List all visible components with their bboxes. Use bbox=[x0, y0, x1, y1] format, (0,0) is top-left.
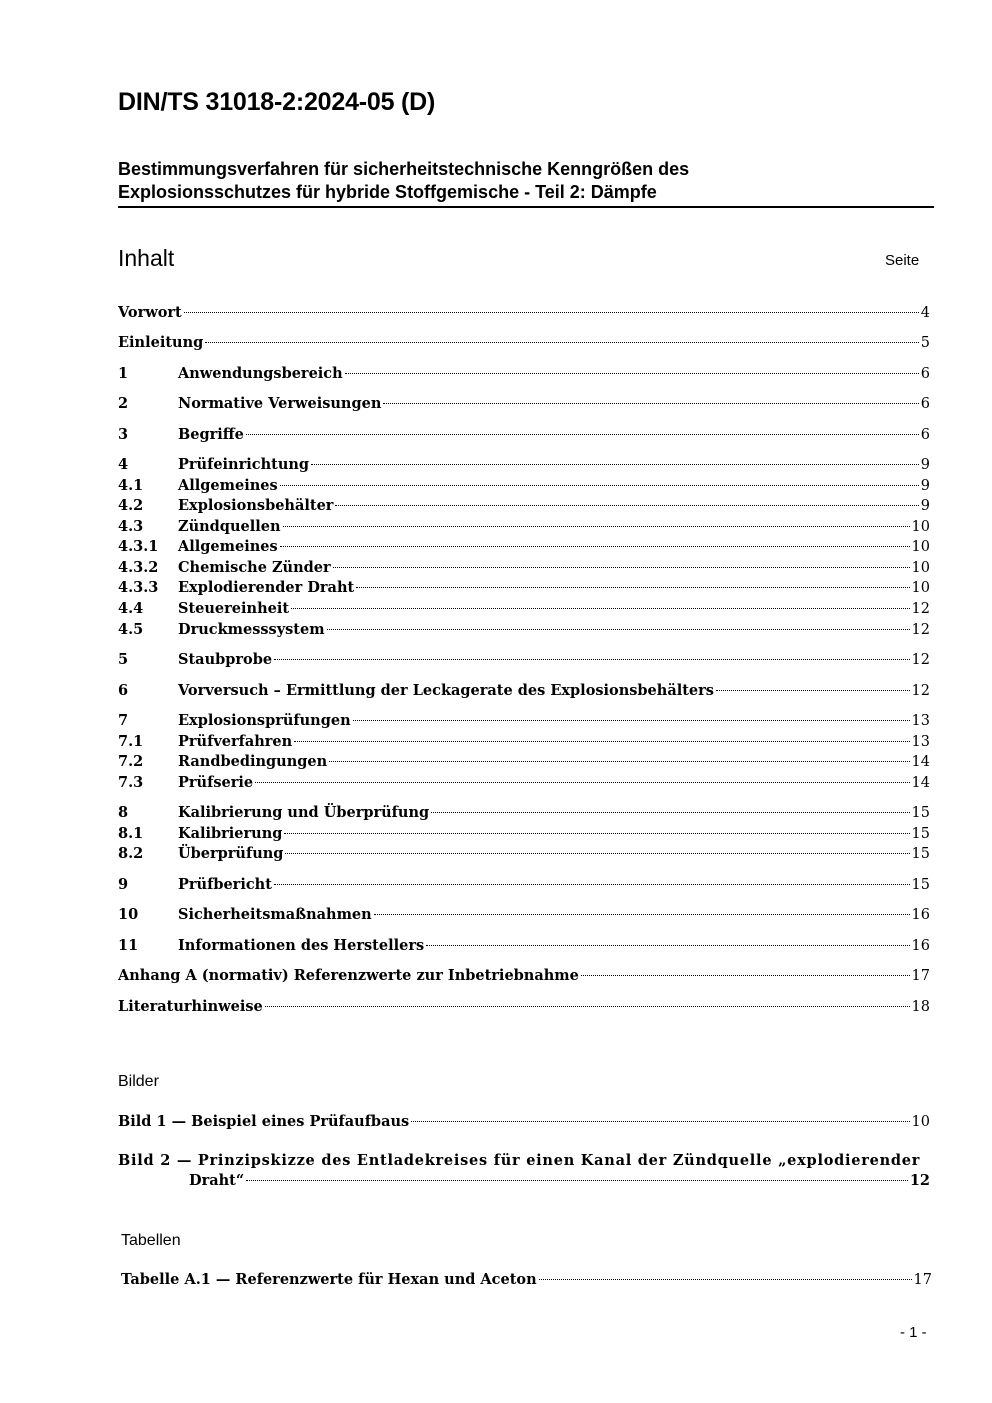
toc-row bbox=[118, 772, 930, 794]
toc-row bbox=[118, 965, 930, 987]
toc-entry-page: 10 bbox=[911, 539, 930, 555]
figure-list bbox=[118, 1111, 930, 1133]
toc-entry-number: 4.1 bbox=[118, 477, 144, 494]
leader-dots bbox=[246, 1180, 908, 1181]
leader-dots bbox=[280, 485, 919, 486]
leader-dots bbox=[294, 741, 909, 742]
toc-entry-title: Einleitung bbox=[118, 334, 204, 351]
toc-entry-number: 4.2 bbox=[118, 497, 144, 514]
toc-entry-page: 15 bbox=[911, 805, 930, 821]
toc-entry-title: Prüfeinrichtung bbox=[178, 456, 310, 473]
toc-entry-title: Staubprobe bbox=[178, 651, 273, 668]
toc-entry-number: 8.2 bbox=[118, 845, 144, 862]
toc-entry[interactable] bbox=[118, 843, 930, 865]
toc-entry-page: 4 bbox=[920, 305, 930, 321]
toc-row bbox=[118, 710, 930, 732]
leader-dots bbox=[356, 587, 909, 588]
toc-entry-title: Überprüfung bbox=[178, 845, 284, 862]
leader-dots bbox=[335, 505, 918, 506]
toc-row bbox=[118, 802, 930, 824]
toc-entry-page: 18 bbox=[911, 999, 930, 1015]
figure-entry-2[interactable] bbox=[118, 1152, 930, 1189]
toc-entry-number: 3 bbox=[118, 426, 129, 443]
toc-entry-title: Vorwort bbox=[118, 304, 182, 321]
toc-entry-page: 9 bbox=[920, 498, 930, 514]
toc-entry-number: 4.5 bbox=[118, 621, 144, 638]
toc-entry-number: 4 bbox=[118, 456, 129, 473]
toc-entry[interactable] bbox=[118, 302, 930, 324]
leader-dots bbox=[411, 1121, 909, 1122]
toc-entry-page: 13 bbox=[911, 734, 930, 750]
toc-entry[interactable] bbox=[118, 802, 930, 824]
toc-entry[interactable] bbox=[118, 649, 930, 671]
toc-entry-number: 4.3 bbox=[118, 518, 144, 535]
toc-entry[interactable] bbox=[118, 495, 930, 517]
toc-entry[interactable] bbox=[118, 557, 930, 579]
toc-entry-number: 8 bbox=[118, 804, 129, 821]
toc-entry-number: 11 bbox=[118, 937, 139, 954]
toc-entry[interactable] bbox=[118, 332, 930, 354]
toc-heading: Inhalt bbox=[118, 245, 175, 271]
toc-entry-title: Steuereinheit bbox=[178, 600, 290, 617]
toc-entry-page: 6 bbox=[920, 427, 930, 443]
toc-entry-number: 7.3 bbox=[118, 774, 144, 791]
leader-dots bbox=[265, 1006, 910, 1007]
toc-entry[interactable] bbox=[118, 363, 930, 385]
figure-2-line-2 bbox=[118, 1172, 930, 1189]
toc-row bbox=[118, 454, 930, 476]
figure-2-page: 12 bbox=[909, 1172, 930, 1189]
toc-row bbox=[118, 680, 930, 702]
leader-dots bbox=[539, 1279, 912, 1280]
toc-entry[interactable] bbox=[118, 475, 930, 497]
toc-entry-page: 15 bbox=[911, 846, 930, 862]
toc-entry[interactable] bbox=[118, 424, 930, 446]
page-number: - 1 - bbox=[900, 1324, 927, 1341]
toc-row bbox=[118, 363, 930, 385]
toc-entry-page: 15 bbox=[911, 877, 930, 893]
toc-entry-page: 6 bbox=[920, 396, 930, 412]
toc-entry-number: 5 bbox=[118, 651, 129, 668]
toc-entry-number: 2 bbox=[118, 395, 129, 412]
toc-row bbox=[118, 332, 930, 354]
toc-entry[interactable] bbox=[118, 772, 930, 794]
leader-dots bbox=[353, 720, 910, 721]
toc-entry-number: 9 bbox=[118, 876, 129, 893]
toc-entry-number: 7.2 bbox=[118, 753, 144, 770]
leader-dots bbox=[274, 659, 909, 660]
toc-row bbox=[118, 302, 930, 324]
figure-entry-1[interactable] bbox=[118, 1111, 930, 1133]
toc-entry[interactable] bbox=[118, 393, 930, 415]
toc-entry-title: Druckmesssystem bbox=[178, 621, 325, 638]
toc-entry-title: Prüfserie bbox=[178, 774, 254, 791]
toc-entry-page: 5 bbox=[920, 335, 930, 351]
subtitle-line-2: Explosionsschutzes für hybride Stoffgemische - Teil 2: Dämpfe bbox=[118, 182, 657, 202]
leader-dots bbox=[374, 914, 910, 915]
toc-entry-number: 10 bbox=[118, 906, 139, 923]
toc-entry-page: 10 bbox=[911, 560, 930, 576]
toc-row bbox=[118, 516, 930, 538]
toc-row bbox=[118, 649, 930, 671]
leader-dots bbox=[327, 629, 910, 630]
toc-entry-title: Explosionsprüfungen bbox=[178, 712, 351, 729]
figures-heading: Bilder bbox=[118, 1073, 159, 1090]
toc-entry-page: 17 bbox=[911, 968, 930, 984]
leader-dots bbox=[311, 464, 919, 465]
toc-entry-title: Allgemeines bbox=[178, 538, 278, 555]
leader-dots bbox=[383, 403, 918, 404]
toc-entry-title: Anwendungsbereich bbox=[178, 365, 343, 382]
toc-row bbox=[118, 577, 930, 599]
table-entry-1[interactable] bbox=[121, 1269, 932, 1291]
toc-entry-number: 6 bbox=[118, 682, 129, 699]
toc-entry[interactable] bbox=[118, 680, 930, 702]
toc-entry[interactable] bbox=[118, 710, 930, 732]
toc-entry[interactable] bbox=[118, 965, 930, 987]
toc-entry-page: 6 bbox=[920, 366, 930, 382]
toc-row bbox=[118, 751, 930, 773]
toc-entry-title: Allgemeines bbox=[178, 477, 278, 494]
toc-entry-page: 15 bbox=[911, 826, 930, 842]
leader-dots bbox=[431, 812, 909, 813]
toc-entry-title: Prüfverfahren bbox=[178, 733, 293, 750]
toc-entry-number: 4.4 bbox=[118, 600, 144, 617]
toc-entry-number: 4.3.1 bbox=[118, 538, 159, 555]
tables-heading: Tabellen bbox=[121, 1232, 181, 1249]
toc-entry-number: 7 bbox=[118, 712, 129, 729]
table-list bbox=[121, 1269, 932, 1291]
leader-dots bbox=[345, 373, 919, 374]
toc-entry-page: 16 bbox=[911, 907, 930, 923]
toc-entry-page: 12 bbox=[911, 601, 930, 617]
figure-1-page: 10 bbox=[911, 1114, 930, 1130]
leader-dots bbox=[716, 690, 910, 691]
toc-entry-page: 9 bbox=[920, 478, 930, 494]
toc-row bbox=[118, 619, 930, 641]
leader-dots bbox=[285, 853, 909, 854]
toc-entry-title: Explosionsbehälter bbox=[178, 497, 334, 514]
toc-entry-title: Prüfbericht bbox=[178, 876, 272, 893]
toc-row bbox=[118, 935, 930, 957]
toc-page-label: Seite bbox=[885, 252, 920, 269]
toc-row bbox=[118, 996, 930, 1018]
toc-entry-title: Kalibrierung und Überprüfung bbox=[178, 804, 430, 821]
toc-entry-page: 10 bbox=[911, 580, 930, 596]
leader-dots bbox=[184, 312, 919, 313]
toc-entry-title: Sicherheitsmaßnahmen bbox=[178, 906, 372, 923]
toc-entry[interactable] bbox=[118, 577, 930, 599]
toc-entry[interactable] bbox=[118, 874, 930, 896]
toc-entry-title: Randbedingungen bbox=[178, 753, 328, 770]
toc-entry-title: Zündquellen bbox=[178, 518, 281, 535]
toc-row bbox=[118, 731, 930, 753]
toc-entry-page: 14 bbox=[911, 775, 930, 791]
toc-entry[interactable] bbox=[118, 454, 930, 476]
toc-entry[interactable] bbox=[118, 823, 930, 845]
toc-row bbox=[118, 874, 930, 896]
toc-entry-title: Literaturhinweise bbox=[118, 998, 263, 1015]
toc-entry-title: Begriffe bbox=[178, 426, 244, 443]
toc-entry-title: Explodierender Draht bbox=[178, 579, 355, 596]
leader-dots bbox=[255, 782, 909, 783]
table-1-page: 17 bbox=[913, 1272, 932, 1288]
toc-row bbox=[118, 424, 930, 446]
figure-1-title: Bild 1 — Beispiel eines Prüfaufbaus bbox=[118, 1113, 410, 1130]
leader-dots bbox=[333, 567, 910, 568]
leader-dots bbox=[280, 546, 910, 547]
document-subtitle bbox=[118, 158, 934, 208]
toc-row bbox=[118, 393, 930, 415]
toc-entry-title: Kalibrierung bbox=[178, 825, 283, 842]
toc-entry[interactable] bbox=[118, 598, 930, 620]
toc-entry-title: Anhang A (normativ) Referenzwerte zur Inbetriebnahme bbox=[118, 967, 579, 984]
toc-entry-number: 4.3.3 bbox=[118, 579, 159, 596]
figure-2-title: Bild 2 — Prinzipskizze des Entladekreises für einen Kanal der Zündquelle „explodierender bbox=[118, 1152, 921, 1169]
toc-entry-title: Normative Verweisungen bbox=[178, 395, 382, 412]
toc-entry-title: Chemische Zünder bbox=[178, 559, 331, 576]
table-1-title: Tabelle A.1 — Referenzwerte für Hexan und Aceton bbox=[121, 1271, 537, 1288]
toc-entry[interactable] bbox=[118, 751, 930, 773]
toc-entry[interactable] bbox=[118, 619, 930, 641]
subtitle-line-1: Bestimmungsverfahren für sicherheitstechnische Kenngrößen des bbox=[118, 159, 690, 179]
toc-entry-page: 12 bbox=[911, 622, 930, 638]
leader-dots bbox=[284, 833, 909, 834]
toc-entry-page: 12 bbox=[911, 683, 930, 699]
toc-entry-page: 12 bbox=[911, 652, 930, 668]
leader-dots bbox=[426, 945, 909, 946]
toc-entry-page: 16 bbox=[911, 938, 930, 954]
toc-row bbox=[118, 557, 930, 579]
toc-row bbox=[118, 495, 930, 517]
toc-entry[interactable] bbox=[118, 996, 930, 1018]
leader-dots bbox=[581, 975, 910, 976]
toc-entry[interactable] bbox=[118, 516, 930, 538]
toc-entry[interactable] bbox=[118, 731, 930, 753]
figure-2-line-1 bbox=[118, 1152, 930, 1169]
toc-entry[interactable] bbox=[118, 904, 930, 926]
toc-entry-number: 1 bbox=[118, 365, 129, 382]
toc-row bbox=[118, 823, 930, 845]
leader-dots bbox=[291, 608, 909, 609]
toc-entry-title: Vorversuch – Ermittlung der Leckagerate des Explosionsbehälters bbox=[178, 682, 714, 699]
toc-entry-number: 7.1 bbox=[118, 733, 144, 750]
leader-dots bbox=[274, 884, 910, 885]
toc-row bbox=[118, 475, 930, 497]
toc-row bbox=[118, 536, 930, 558]
figure-2-title-cont: Draht“ bbox=[189, 1172, 245, 1189]
toc-row bbox=[118, 843, 930, 865]
toc-entry-page: 10 bbox=[911, 519, 930, 535]
leader-dots bbox=[283, 526, 910, 527]
toc-entry-number: 8.1 bbox=[118, 825, 144, 842]
toc-entry-page: 13 bbox=[911, 713, 930, 729]
toc-row bbox=[118, 904, 930, 926]
toc-entry-number: 4.3.2 bbox=[118, 559, 159, 576]
toc-entry-page: 14 bbox=[911, 754, 930, 770]
leader-dots bbox=[246, 434, 919, 435]
toc-row bbox=[118, 598, 930, 620]
toc-entry[interactable] bbox=[118, 536, 930, 558]
leader-dots bbox=[329, 761, 909, 762]
toc-entry-page: 9 bbox=[920, 457, 930, 473]
document-id: DIN/TS 31018-2:2024-05 (D) bbox=[118, 88, 436, 116]
leader-dots bbox=[205, 342, 919, 343]
toc-entry-title: Informationen des Herstellers bbox=[178, 937, 425, 954]
toc-entry[interactable] bbox=[118, 935, 930, 957]
